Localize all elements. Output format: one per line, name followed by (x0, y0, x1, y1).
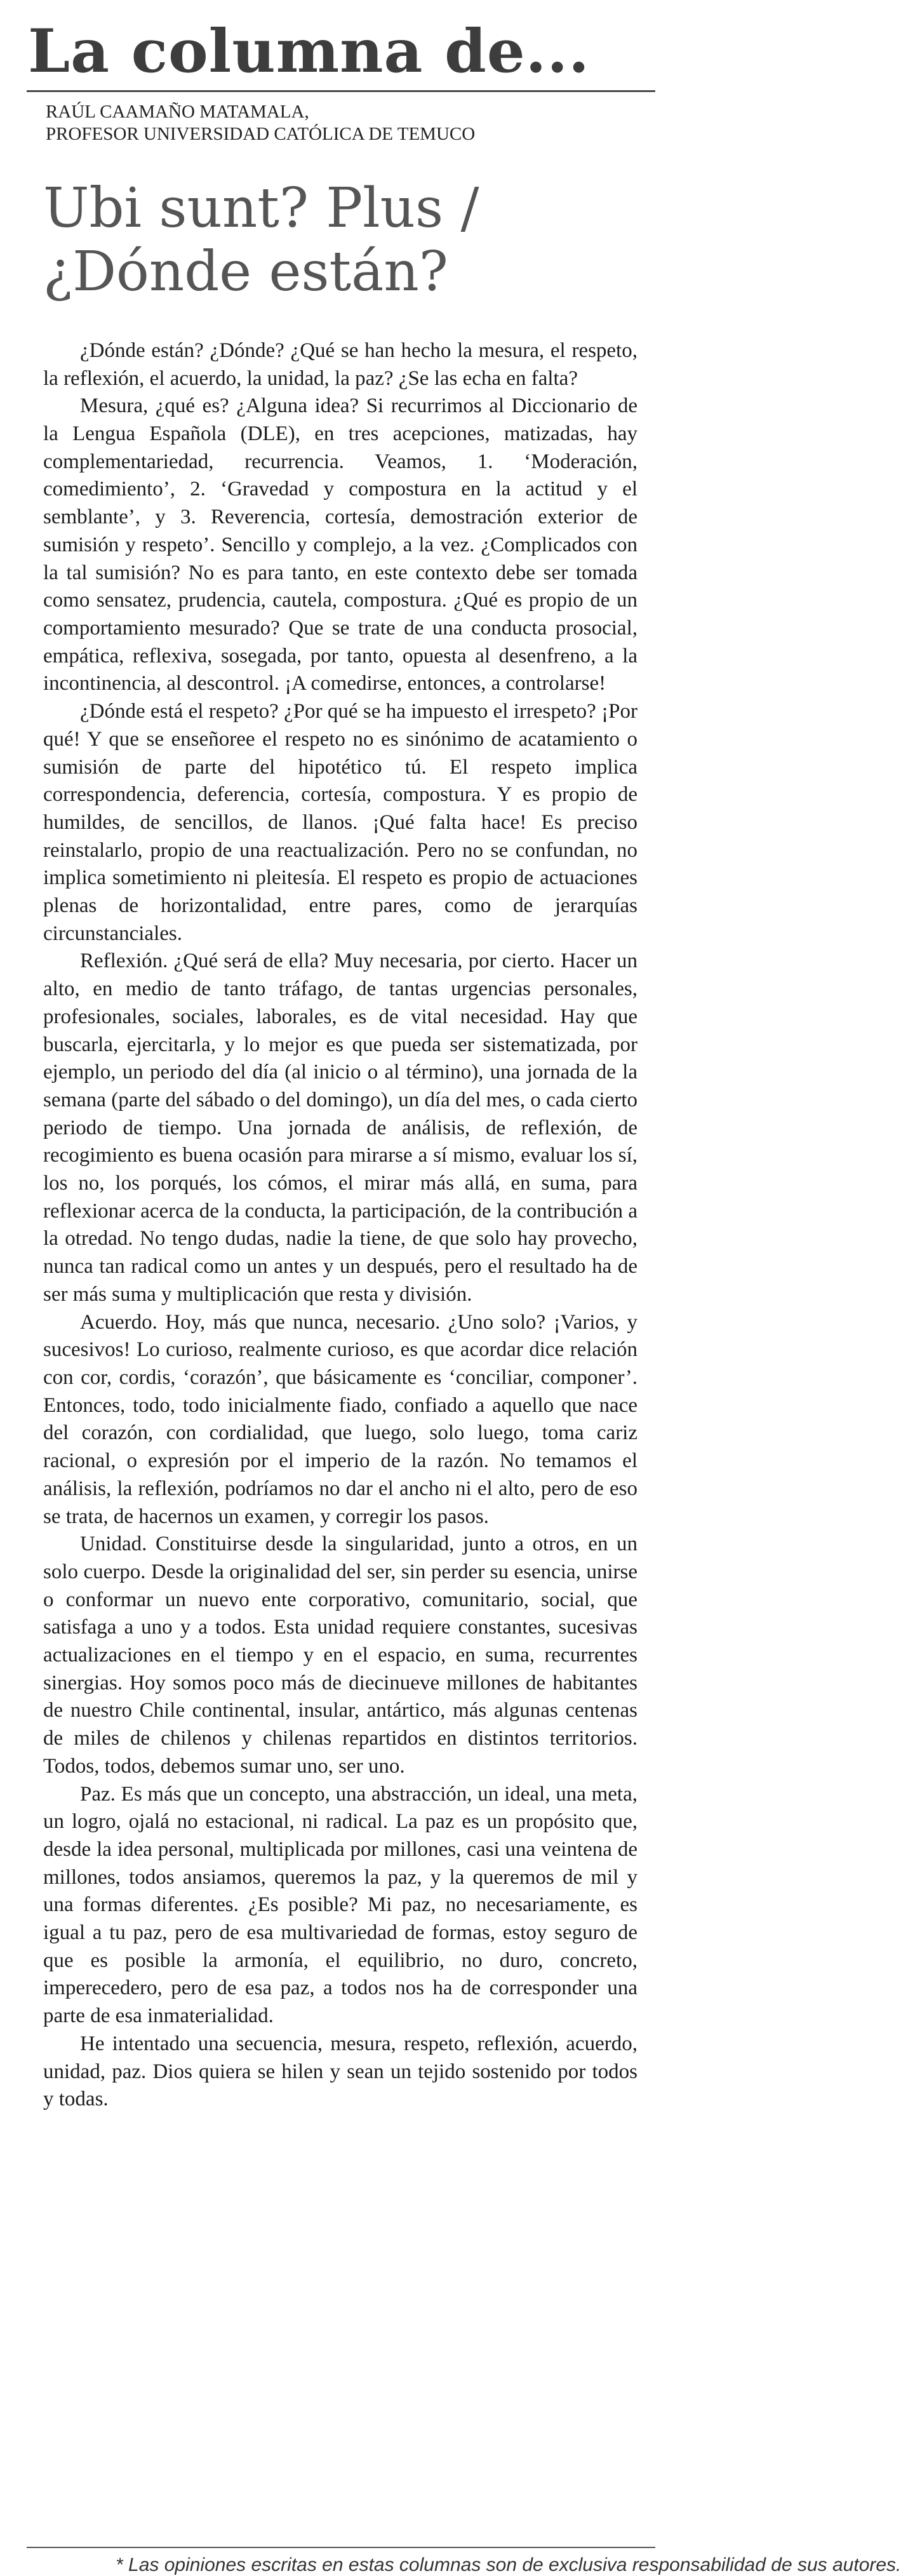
masthead-divider (27, 90, 655, 92)
byline (46, 101, 643, 146)
article-body (43, 337, 637, 2114)
headline-line-1: Ubi sunt? Plus / (43, 176, 479, 240)
paragraph: He intentado una secuencia, mesura, respeto, reflexión, acuerdo, unidad, paz. Dios quiera se hilen y sean un tejido sostenido por todos y todas. (43, 2032, 637, 2111)
footer-divider (27, 2547, 655, 2548)
paragraph: ¿Dónde están? ¿Dónde? ¿Qué se han hecho la mesura, el respeto, la reflexión, el acuerdo, la unidad, la paz? ¿Se las echa en falta? (43, 339, 637, 390)
author-name: RAÚL CAAMAÑO MATAMALA, (46, 102, 309, 122)
author-role: PROFESOR UNIVERSIDAD CATÓLICA DE TEMUCO (46, 124, 476, 145)
paragraph: Reflexión. ¿Qué será de ella? Muy necesaria, por cierto. Hacer un alto, en medio de tanto tráfago, de tantas urgencias personales, profesionales, sociales, laborales, es de vital necesidad. Hay que buscarla, ejercitarla, y lo mejor es que pueda ser sistematizada, por ejemplo, un periodo del día (al inicio o al término), una jornada de la semana (parte del sábado o del domingo), un día del mes, o cada cierto periodo de tiempo. Una jornada de análisis, de reflexión, de recogimiento es buena ocasión para mirarse a sí mismo, evaluar los sí, los no, los porqués, los cómos, el mirar más allá, en suma, para reflexionar acerca de la conducta, la participación, de la contribución a la otredad. No tengo dudas, nadie la tiene, de que solo hay provecho, nunca tan radical como un antes y un después, pero el resultado ha de ser más suma y multiplicación que resta y división. (43, 949, 637, 1306)
newspaper-page (27, 0, 901, 2576)
article-headline (43, 177, 643, 304)
paragraph: ¿Dónde está el respeto? ¿Por qué se ha impuesto el irrespeto? ¡Por qué! Y que se enseñoree el respeto no es sinónimo de acatamiento o sumisión de parte del hipotético tú. El respeto implica correspondencia, deferencia, cortesía, compostura. Y es propio de humildes, de sencillos, de llanos. ¡Qué falta hace! Es preciso reinstalarlo, propio de una reactualización. Pero no se confundan, no implica sometimiento ni pleitesía. El respeto es propio de actuaciones plenas de horizontalidad, entre pares, como de jerarquías circunstanciales. (43, 700, 637, 945)
paragraph: Acuerdo. Hoy, más que nunca, necesario. ¿Uno solo? ¡Varios, y sucesivos! Lo curioso, realmente curioso, es que acordar dice relación con cor, cordis, ‘corazón’, que básicamente es ‘conciliar, componer’. Entonces, todo, todo inicialmente fiado, confiado a aquello que nace del corazón, con cordialidad, que luego, solo luego, toma cariz racional, o expresión por el imperio de la razón. No temamos el análisis, la reflexión, podríamos no dar el ancho ni el alto, pero de eso se trata, de hacernos un examen, y corregir los pasos. (43, 1310, 637, 1528)
column-masthead: La columna de... (28, 17, 590, 86)
paragraph: Paz. Es más que un concepto, una abstracción, un ideal, una meta, un logro, ojalá no estacional, ni radical. La paz es un propósito que, desde la idea personal, multiplicada por millones, casi una veintena de millones, todos ansiamos, queremos la paz, y la queremos de mil y una formas diferentes. ¿Es posible? Mi paz, no necesariamente, es igual a tu paz, pero de esa multivariedad de formas, estoy seguro de que es posible la armonía, el equilibrio, no duro, concreto, imperecedero, pero de esa paz, a todos nos ha de corresponder una parte de esa inmaterialidad. (43, 1782, 637, 2028)
disclaimer-footnote: * Las opiniones escritas en estas columnas son de exclusiva responsabilidad de sus autores. (116, 2554, 901, 2575)
paragraph: Mesura, ¿qué es? ¿Alguna idea? Si recurrimos al Diccionario de la Lengua Española (DLE), en tres acepciones, matizadas, hay complementariedad, recurrencia. Veamos, 1. ‘Moderación, comedimiento’, 2. ‘Gravedad y compostura en la actitud y el semblante’, y 3. Reverencia, cortesía, demostración exterior de sumisión y respeto’. Sencillo y complejo, a la vez. ¿Complicados con la tal sumisión? No es para tanto, en este contexto debe ser tomada como sensatez, prudencia, cautela, compostura. ¿Qué es propio de un comportamiento mesurado? Que se trate de una conducta prosocial, empática, reflexiva, sosegada, por tanto, opuesta al desenfreno, a la incontinencia, al descontrol. ¡A comedirse, entonces, a controlarse! (43, 394, 637, 695)
headline-line-2: ¿Dónde están? (43, 240, 448, 304)
paragraph: Unidad. Constituirse desde la singularidad, junto a otros, en un solo cuerpo. Desde la originalidad del ser, sin perder su esencia, unirse o conformar un nuevo ente corporativo, comunitario, social, que satisfaga a uno y a todos. Esta unidad requiere constantes, sucesivas actualizaciones en el tiempo y en el espacio, en suma, recurrentes sinergias. Hoy somos poco más de diecinueve millones de habitantes de nuestro Chile continental, insular, antártico, más algunas centenas de miles de chilenos y chilenas repartidos en distintos territorios. Todos, todos, debemos sumar uno, ser uno. (43, 1533, 637, 1778)
